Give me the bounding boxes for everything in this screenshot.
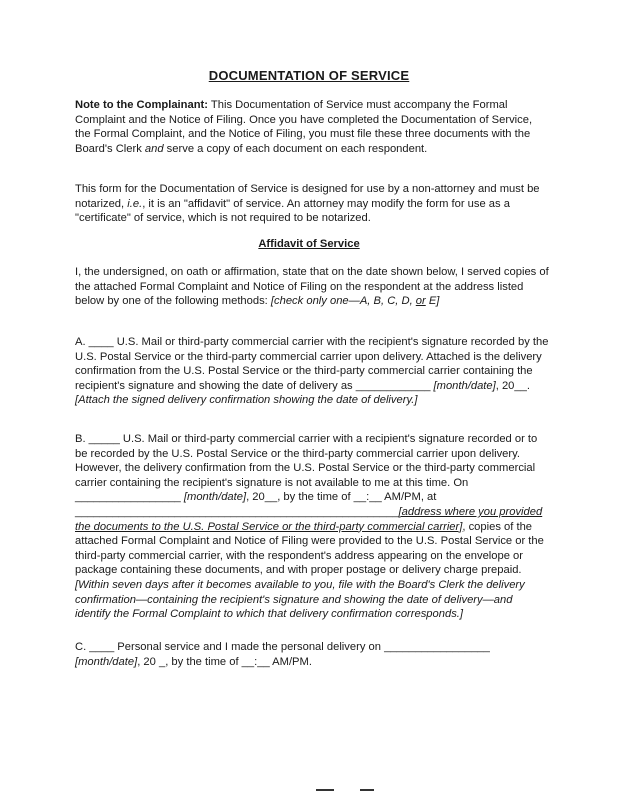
form-text-b: , it is an "affidavit" of service. An attorney may modify the form for use as a "certificate" of service, which is not required to be notarized. [75,197,510,225]
option-c-month: [month/date] [75,655,138,668]
option-b-address: [address where you provided the documents to the U.S. Postal Service or the third-party commercial carrier] [75,505,543,533]
option-a-month: [month/date] [433,379,496,392]
intro-or: or [415,295,426,308]
form-ie: i.e. [127,197,143,210]
option-a-instruction: [Attach the signed delivery confirmation showing the date of delivery.] [75,394,418,407]
note-text-a: This Documentation of Service must accompany the Formal Complaint and the Notice of Filing. Once you have completed the Documentation of Service, the Formal Complaint, and the Notice of Filing, you must file these three documents with the Board's Clerk [75,99,533,155]
option-c-text-a: Personal service and I made the personal delivery on _________________ [117,641,490,653]
footer-scan-mark [360,789,374,791]
option-b-instruction: [Within seven days after it becomes available to you, file with the Board's Clerk the delivery confirmation—containing the recipient's signature and showing the date of delivery—and identify the Formal Complaint to which that delivery confirmation corresponds.] [75,578,525,621]
note-text-b: serve a copy of each document on each respondent. [163,142,428,155]
intro-paragraph [75,265,550,309]
option-c-text-b: , 20 _, by the time of __:__ AM/PM. [137,655,312,668]
note-label: Note to the Complainant: [75,99,208,111]
option-b-paragraph [75,432,550,622]
option-b-text-b: , 20__, by the time of __:__ AM/PM, at ____________________________________________________ [75,491,437,518]
option-c-paragraph [75,640,550,669]
intro-check-a: [check only one—A, B, C, D, [270,295,416,308]
option-b-prefix: B. _____ [75,433,123,445]
form-text-a: This form for the Documentation of Service is designed for use by a non-attorney and must be notarized, [75,183,540,210]
option-a-prefix: A. ____ [75,336,117,348]
note-and: and [144,142,164,155]
option-c-prefix: C. ____ [75,641,118,653]
form-paragraph [75,182,550,226]
option-b-text-c: , copies of the attached Formal Complaint and Notice of Filing were provided to the U.S. Postal Service or the third-party commercial carrier, with the respondent's address appearing on the envelope or package containing these documents, and with proper postage or delivery charge prepaid. [75,520,544,577]
option-b-month: [month/date] [183,491,247,504]
option-a-paragraph [75,335,550,408]
intro-text: I, the undersigned, on oath or affirmation, state that on the date shown below, I served copies of the attached Formal Complaint and Notice of Filing on the respondent at the address listed below by one of the following methods: [75,266,549,308]
note-paragraph [75,98,550,156]
intro-check-b: E] [425,295,440,308]
option-b-text-a: U.S. Mail or third-party commercial carrier with a recipient's signature recorded or to be recorded by the U.S. Postal Service or the third-party commercial carrier upon delivery. However, the delivery confirmation from the U.S. Postal Service or the third-party commercial carrier containing the recipient's signature is not available to me at this time. On _________________ [75,433,538,504]
footer-scan-mark [316,789,334,791]
option-a-text: U.S. Mail or third-party commercial carrier with the recipient's signature recorded by the U.S. Postal Service or the third-party commercial carrier upon delivery. Attached is the delivery confirmation from the U.S. Postal Service or the third-party commercial carrier containing the recipient's signature and showing the date of delivery as ____________ [75,336,549,392]
page-title: DOCUMENTATION OF SERVICE [208,68,410,83]
affidavit-heading: Affidavit of Service [258,238,360,250]
option-a-year: , 20__. [495,379,530,392]
